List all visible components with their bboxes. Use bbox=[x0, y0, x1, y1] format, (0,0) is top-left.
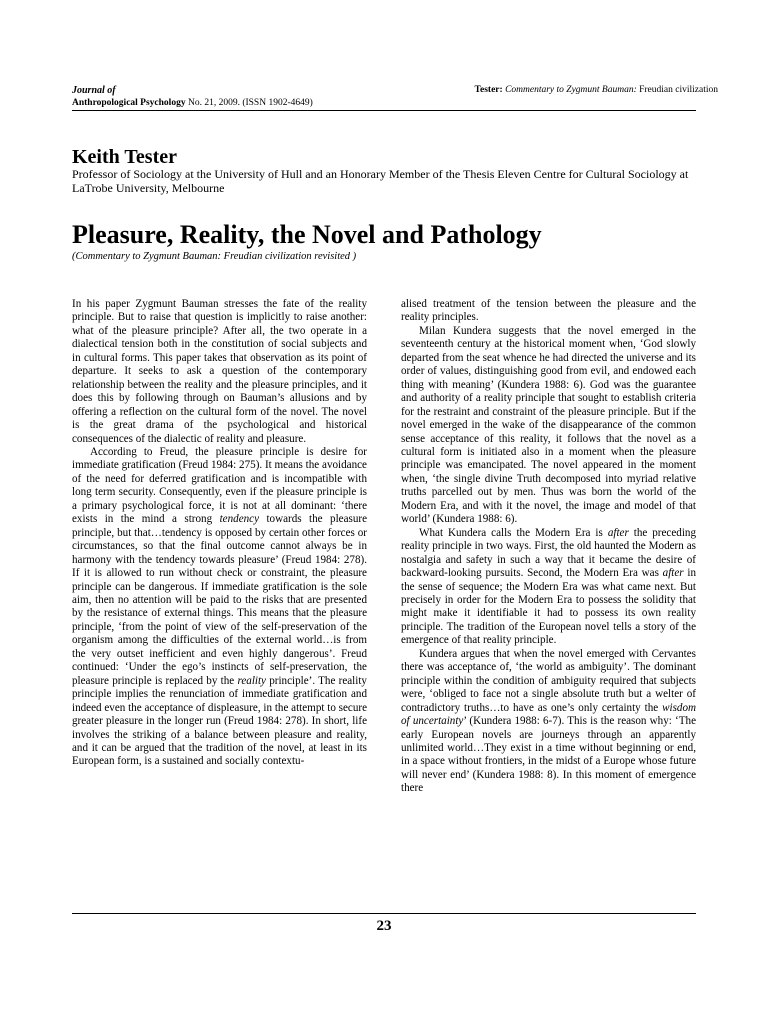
footer-rule bbox=[72, 913, 696, 914]
running-head-rest: Freudian civilization bbox=[636, 85, 718, 95]
author-affiliation: Professor of Sociology at the University of Hull and an Honorary Member of the Thesis Eleven Centre for Cultural Sociology at LaTrobe University, Melbourne bbox=[72, 167, 689, 195]
article-subtitle bbox=[72, 250, 356, 263]
running-head-author: Tester: bbox=[474, 85, 503, 95]
paragraph: What Kundera calls the Modern Era is after the preceding reality principle in two ways. First, the old haunted the Modern as nostalgia and safety in such a way that it became the desire of backward-looking pursuits. Second, the Modern Era was after in the sense of sequence; the Modern Era was what came next. But precisely in order for the Modern Era to possess the solidity that might make it identifiable it had to possess its own reality principle. The tradition of the European novel tells a story of the emergence of that reality principle. bbox=[401, 526, 696, 647]
body-column-left bbox=[72, 298, 367, 769]
journal-of-label: Journal of bbox=[72, 85, 116, 96]
author-name: Keith Tester bbox=[72, 146, 177, 168]
journal-line bbox=[72, 97, 392, 110]
body-column-right bbox=[401, 298, 696, 796]
paragraph: alised treatment of the tension between the pleasure and the reality principles. bbox=[401, 298, 696, 324]
article-title: Pleasure, Reality, the Novel and Pathology bbox=[72, 220, 542, 249]
subtitle-title: Freudian civilization revisited bbox=[221, 251, 351, 262]
journal-issue: No. 21, 2009. (ISSN 1902-4649) bbox=[185, 98, 313, 108]
paragraph: Milan Kundera suggests that the novel emerged in the seventeenth century at the historical moment when, ‘God slowly departed from the seat whence he had directed the universe and its order of values, distinguishing good from evil, and endowed each thing with meaning’ (Kundera 1988: 6). God was the guarantee and authority of a reality principle that sought to establish criteria for the restraint and constraint of the pleasure principle. But if the novel emerged in the wake of the disappearance of the common sense acceptance of this reality, it follows that the novel as a cultural form is initiated also in a moment when the pleasure principle was emancipated. The novel appeared in the moment when, ‘the single divine Truth decomposed into myriad relative truths parcelled out by men. Thus was born the world of the Modern Era, and with it the novel, the image and model of that world’ (Kundera 1988: 6). bbox=[401, 324, 696, 526]
header-rule bbox=[72, 110, 696, 111]
running-head-italic: Commentary to Zygmunt Bauman: bbox=[502, 85, 637, 95]
paragraph: According to Freud, the pleasure principle is desire for immediate gratification (Freud 1984: 275). It means the avoidance of the need for deferred gratification and is incompatible with long term security. Consequently, even if the pleasure principle is a primary psychological force, it is not at all dominant: ‘there exists in the mind a strong tendency towards the pleasure principle, but that…tendency is opposed by certain other forces or circumstances, so that the final outcome cannot always be in harmony with the tendency towards pleasure’ (Freud 1984: 278). If it is allowed to run without check or constraint, the pleasure principle can be dangerous. If immediate gratification is the sole aim, then no attention will be paid to the risks that are presented by the resistance of external things. This means that the pleasure principle, ‘from the point of view of the self-preservation of the organism among the difficulties of the external world…is from the very outset inefficient and even highly dangerous’. Freud continued: ‘Under the ego’s instincts of self-preservation, the pleasure principle is replaced by the reality principle’. The reality principle implies the renunciation of immediate gratification and indeed even the acceptance of displeasure, in the attempt to secure greater pleasure in the longer run (Freud 1984: 278). In short, life involves the striking of a balance between pleasure and reality, and it can be argued that the tradition of the novel, at least in its European form, is a sustained and socially contextu- bbox=[72, 445, 367, 768]
subtitle-open: (Commentary to Zygmunt Bauman: bbox=[72, 251, 222, 262]
page-number: 23 bbox=[376, 918, 392, 934]
journal-name: Anthropological Psychology bbox=[72, 98, 186, 108]
subtitle-close: ) bbox=[350, 251, 357, 262]
journal-citation bbox=[72, 84, 392, 110]
running-head bbox=[475, 84, 718, 97]
paragraph: Kundera argues that when the novel emerged with Cervantes there was acceptance of, ‘the world as ambiguity’. The dominant principle within the condition of ambiguity required that subjects were, ‘obliged to face not a single absolute truth but a welter of contradictory truths…to have as one’s only certainty the wisdom of uncertainty’ (Kundera 1988: 6-7). This is the reason why: ‘The early European novels are journeys through an apparently unlimited world…They exist in a time without beginning or end, in a space without frontiers, in the midst of a Europe whose future will never end’ (Kundera 1988: 8). In this moment of emergence there bbox=[401, 647, 696, 795]
paragraph: In his paper Zygmunt Bauman stresses the fate of the reality principle. But to raise that question is implicitly to raise another: what of the pleasure principle? After all, the two operate in a dialectical tension both in the constitution of social subjects and in cultural forms. This paper takes that observation as its point of departure. It seeks to ask a question of the contemporary relationship between the reality and the pleasure principles, and it does this by following through on Bauman’s allusions and by offering a reflection on the cultural form of the novel. The novel is the great drama of the psychological and historical consequences of the dialectic of reality and pleasure. bbox=[72, 298, 367, 445]
